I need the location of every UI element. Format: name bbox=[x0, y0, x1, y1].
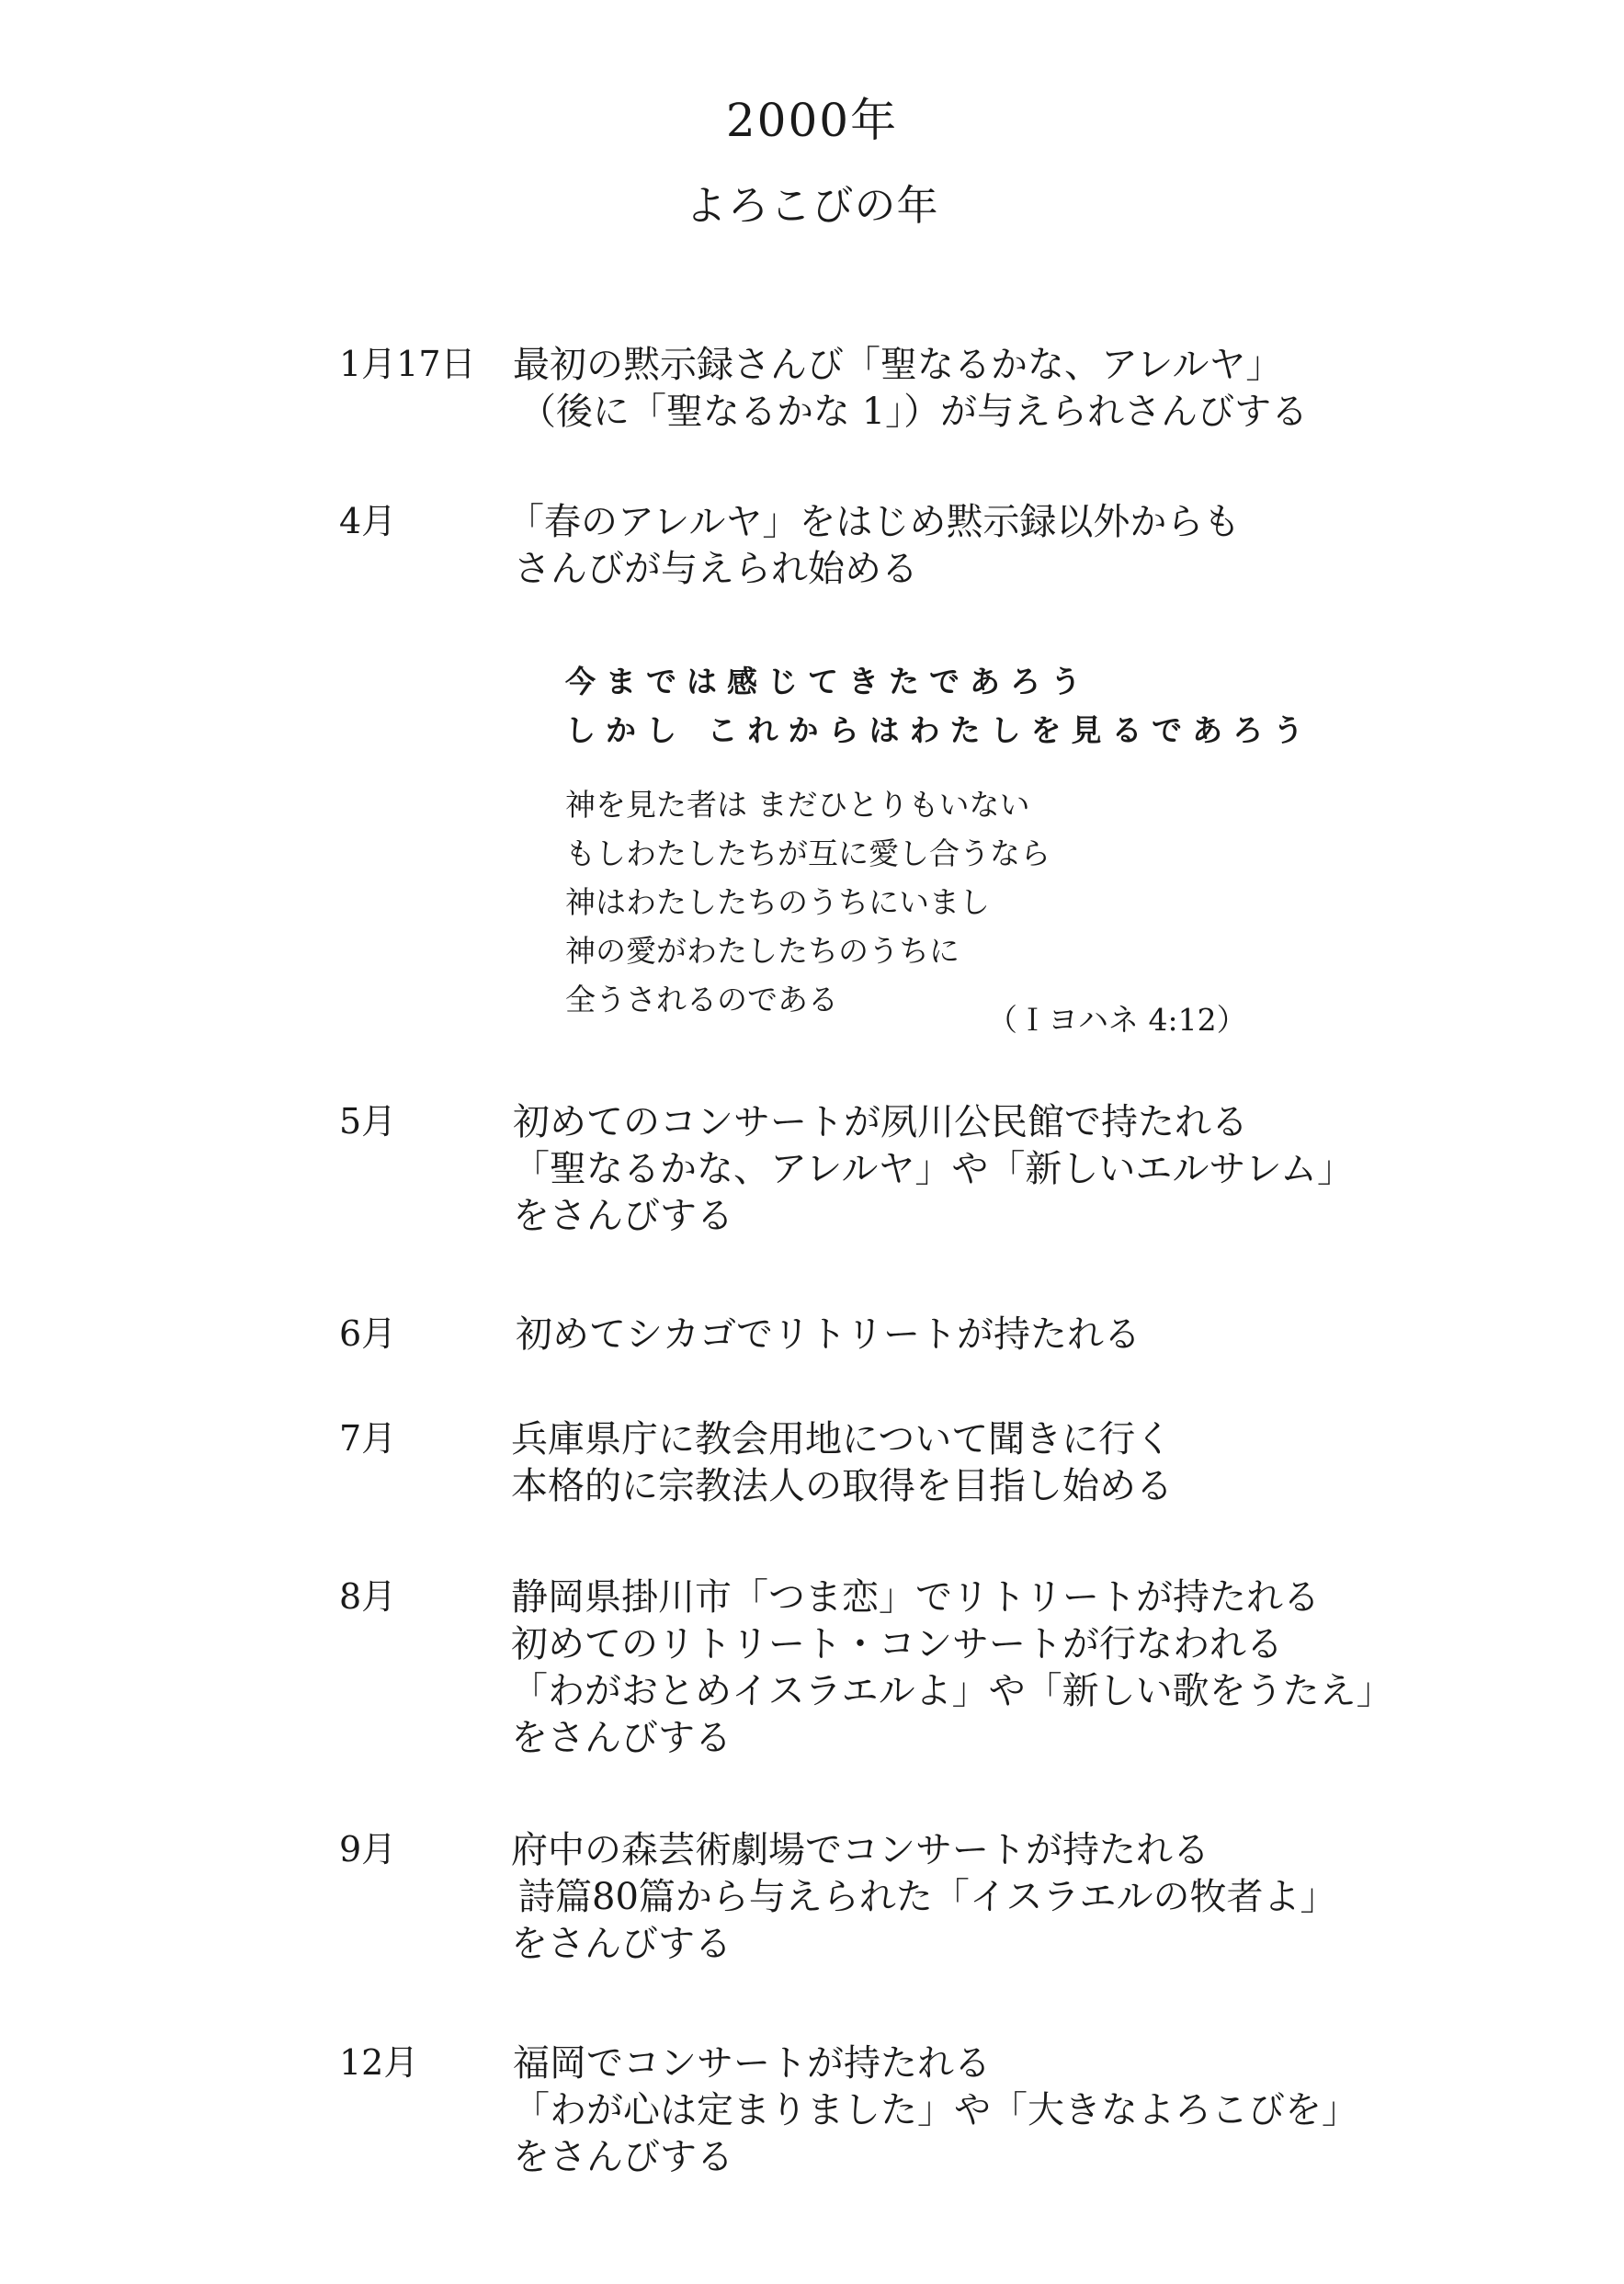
entry-date: 9月 bbox=[339, 1829, 397, 1869]
scripture-reference: （Ｉヨハネ 4:12） bbox=[987, 1002, 1247, 1038]
quote-line: 神はわたしたちのうちにいまし bbox=[565, 884, 990, 920]
entry-line: 最初の黙示録さんび「聖なるかな、アレルヤ」 bbox=[513, 344, 1283, 386]
entry-line: 初めてシカゴでリトリートが持たれる bbox=[516, 1313, 1141, 1356]
quote-line: 全うされるのである bbox=[565, 982, 838, 1017]
entry-line: 初めてのリトリート・コンサートが行なわれる bbox=[511, 1623, 1283, 1665]
entry-text bbox=[507, 499, 1240, 593]
quote-line: しかし これからはわたしを見るであろう bbox=[565, 712, 1314, 748]
entry-text bbox=[516, 1312, 1141, 1358]
quote-line: もしわたしたちが互に愛し合うなら bbox=[565, 835, 1050, 871]
entry-line: 「聖なるかな、アレルヤ」や「新しいエルサレム」 bbox=[513, 1148, 1354, 1190]
entry-line: 静岡県掛川市「つま恋」でリトリートが持たれる bbox=[511, 1576, 1320, 1619]
scripture-quote bbox=[565, 657, 1313, 1024]
entry-date: 5月 bbox=[339, 1101, 397, 1142]
entry-line: 本格的に宗教法人の取得を目指し始める bbox=[511, 1465, 1173, 1507]
entry-text bbox=[513, 1099, 1354, 1240]
entry-text bbox=[511, 1574, 1393, 1762]
quote-line: 神の愛がわたしたちのうちに bbox=[565, 933, 960, 969]
entry-line: をさんびする bbox=[511, 1923, 732, 1965]
page-title: 2000年 bbox=[725, 94, 899, 147]
entry-line: をさんびする bbox=[513, 2136, 733, 2178]
entry-line: 初めてのコンサートが夙川公民館で持たれる bbox=[513, 1101, 1248, 1143]
entry-line: 「春のアレルヤ」をはじめ黙示録以外からも bbox=[507, 501, 1241, 543]
entry-date: 1月17日 bbox=[339, 344, 476, 384]
quote-line: 神を見た者は まだひとりもいない bbox=[565, 787, 1030, 823]
entry-text bbox=[511, 1827, 1337, 1968]
entry-date: 12月 bbox=[339, 2042, 419, 2083]
entry-date: 8月 bbox=[339, 1576, 397, 1617]
entry-line: 「わが心は定まりました」や「大きなよろこびを」 bbox=[513, 2089, 1358, 2131]
entry-date: 6月 bbox=[339, 1313, 397, 1354]
entry-line: 福岡でコンサートが持たれる bbox=[513, 2042, 991, 2085]
entry-text bbox=[513, 342, 1308, 436]
entry-line: をさんびする bbox=[513, 1195, 733, 1237]
entry-line: 詩篇80篇から与えられた「イスラエルの牧者よ」 bbox=[518, 1876, 1337, 1918]
entry-line: 府中の森芸術劇場でコンサートが持たれる bbox=[511, 1829, 1209, 1871]
entry-line: （後に「聖なるかな 1」）が与えられさんびする bbox=[519, 391, 1309, 433]
entry-line: をさんびする bbox=[511, 1717, 732, 1759]
entry-text bbox=[513, 2040, 1358, 2181]
entry-line: さんびが与えられ始める bbox=[514, 548, 918, 590]
page-subtitle: よろこびの年 bbox=[685, 181, 939, 230]
entry-date: 4月 bbox=[339, 501, 397, 541]
entry-line: 兵庫県庁に教会用地について聞きに行く bbox=[511, 1418, 1173, 1460]
entry-date: 7月 bbox=[339, 1418, 397, 1459]
entry-line: 「わがおとめイスラエルよ」や「新しい歌をうたえ」 bbox=[511, 1670, 1393, 1712]
entry-text bbox=[511, 1416, 1173, 1510]
quote-line: 今までは感じてきたであろう bbox=[565, 664, 1091, 699]
